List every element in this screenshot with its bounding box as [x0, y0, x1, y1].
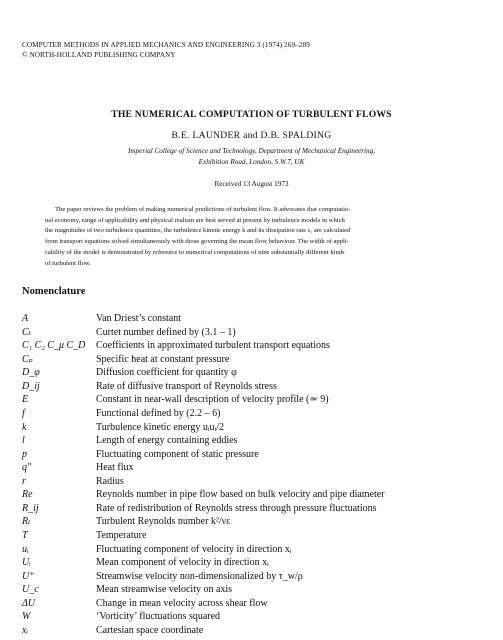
nomenclature-row: [0, 435, 503, 450]
nomenclature-row: [0, 557, 503, 572]
nomenclature-description: Change in mean velocity across shear flow: [96, 598, 268, 609]
nomenclature-description: Streamwise velocity non-dimensionalized by τ_w/ρ: [96, 571, 303, 582]
paper-title: THE NUMERICAL COMPUTATION OF TURBULENT FLOWS: [111, 109, 392, 120]
affiliation-line: Exhibition Road, London, S.W.7, UK: [198, 157, 305, 166]
publisher-copyright: © NORTH-HOLLAND PUBLISHING COMPANY: [22, 51, 176, 59]
abstract-line: the magnitudes of two turbulence quantities, the turbulence kinetic energy k and its dissipation rate ε, are calculated: [45, 227, 351, 235]
nomenclature-description: Cartesian space coordinate: [96, 625, 204, 636]
nomenclature-symbol: p: [22, 449, 27, 460]
nomenclature-description: ‘Vorticity’ fluctuations squared: [96, 611, 221, 622]
nomenclature-row: [0, 340, 503, 355]
nomenclature-description: Fluctuating component of static pressure: [96, 449, 259, 460]
nomenclature-symbol: Re: [22, 489, 33, 500]
abstract-line: of turbulent flow.: [45, 259, 91, 267]
abstract-line: The paper reviews the problem of making numerical predictions of turbulent flow. It advocates that computatio-: [55, 206, 351, 213]
nomenclature-symbol: D_φ: [22, 367, 40, 378]
nomenclature-description: Heat flux: [96, 462, 134, 473]
nomenclature-row: [0, 367, 503, 382]
nomenclature-description: Temperature: [96, 530, 147, 541]
nomenclature-symbol: r: [22, 476, 26, 487]
nomenclature-symbol: R_ij: [22, 503, 39, 514]
nomenclature-symbol: Uᵢ: [22, 557, 31, 568]
nomenclature-row: [0, 584, 503, 599]
paper-authors: B.E. LAUNDER and D.B. SPALDING: [171, 130, 332, 141]
nomenclature-row: [0, 408, 503, 423]
nomenclature-symbol: Cₚ: [22, 354, 33, 365]
abstract-line: from transport equations solved simultaneously with those governing the mean flow behaviour. The width of appli-: [45, 238, 349, 246]
nomenclature-symbol: ΔU: [22, 598, 36, 609]
nomenclature-description: Mean component of velocity in direction xᵢ: [96, 557, 269, 568]
nomenclature-symbol: f: [22, 408, 25, 419]
nomenclature-row: [0, 530, 503, 545]
nomenclature-symbol: Cₜ: [22, 327, 32, 338]
affiliation-line: Imperial College of Science and Technology, Department of Mechanical Engineering,: [127, 147, 376, 155]
nomenclature-description: Length of energy containing eddies: [96, 435, 238, 446]
nomenclature-description: Reynolds number in pipe flow based on bulk velocity and pipe diameter: [96, 489, 385, 500]
nomenclature-description: Coefficients in approximated turbulent transport equations: [96, 340, 330, 351]
nomenclature-symbol: D_ij: [22, 381, 40, 392]
abstract-line: cability of the model is demonstrated by reference to numerical computations of nine substantially different kinds: [45, 248, 345, 256]
nomenclature-description: Mean streamwise velocity on axis: [96, 584, 233, 595]
nomenclature-row: [0, 462, 503, 477]
nomenclature-row: [0, 489, 503, 504]
received-date: Received 13 August 1973: [214, 180, 289, 188]
nomenclature-description: Rate of redistribution of Reynolds stress through pressure fluctuations: [96, 503, 377, 514]
nomenclature-symbol: W: [22, 611, 31, 622]
nomenclature-row: [0, 625, 503, 640]
nomenclature-symbol: C₁ C₂ C_μ C_D: [22, 340, 86, 351]
author-affiliation: [0, 146, 503, 167]
nomenclature-description: Fluctuating component of velocity in direction xᵢ: [96, 544, 292, 555]
nomenclature-symbol: Rₜ: [22, 516, 31, 527]
nomenclature-heading: Nomenclature: [22, 286, 86, 297]
nomenclature-symbol: U_c: [22, 584, 39, 595]
nomenclature-symbol: T: [22, 530, 28, 541]
nomenclature-symbol: U⁺: [22, 571, 35, 582]
nomenclature-description: Constant in near-wall description of velocity profile (≃ 9): [96, 394, 329, 405]
nomenclature-symbol: uᵢ: [22, 544, 29, 555]
nomenclature-description: Specific heat at constant pressure: [96, 354, 230, 365]
nomenclature-symbol: E: [22, 394, 29, 405]
nomenclature-symbol: l: [22, 435, 25, 446]
abstract: [45, 205, 465, 269]
journal-citation: COMPUTER METHODS IN APPLIED MECHANICS AND ENGINEERING 3 (1974) 269–289: [22, 41, 310, 49]
nomenclature-row: [0, 394, 503, 409]
nomenclature-description: Diffusion coefficient for quantity φ: [96, 367, 237, 378]
nomenclature-description: Functional defined by (2.2 – 6): [96, 408, 221, 419]
nomenclature-symbol: xᵢ: [22, 625, 29, 636]
abstract-line: nal economy, range of applicability and physical realism are best served at present by turbulence models in which: [45, 216, 345, 224]
journal-header: [22, 40, 310, 60]
nomenclature-symbol: A: [22, 313, 29, 324]
nomenclature-row: [0, 313, 503, 328]
nomenclature-row: [0, 611, 503, 626]
nomenclature-description: Turbulent Reynolds number k²/νε: [96, 516, 231, 527]
nomenclature-row: [0, 516, 503, 531]
nomenclature-description: Turbulence kinetic energy uᵢuᵢ/2: [96, 422, 224, 433]
nomenclature-description: Rate of diffusive transport of Reynolds stress: [96, 381, 277, 392]
nomenclature-symbol: k: [22, 422, 27, 433]
nomenclature-description: Van Driest’s constant: [96, 313, 181, 324]
nomenclature-description: Curtet number defined by (3.1 – 1): [96, 327, 236, 338]
nomenclature-symbol: q″: [22, 462, 32, 473]
nomenclature-description: Radius: [96, 476, 124, 487]
